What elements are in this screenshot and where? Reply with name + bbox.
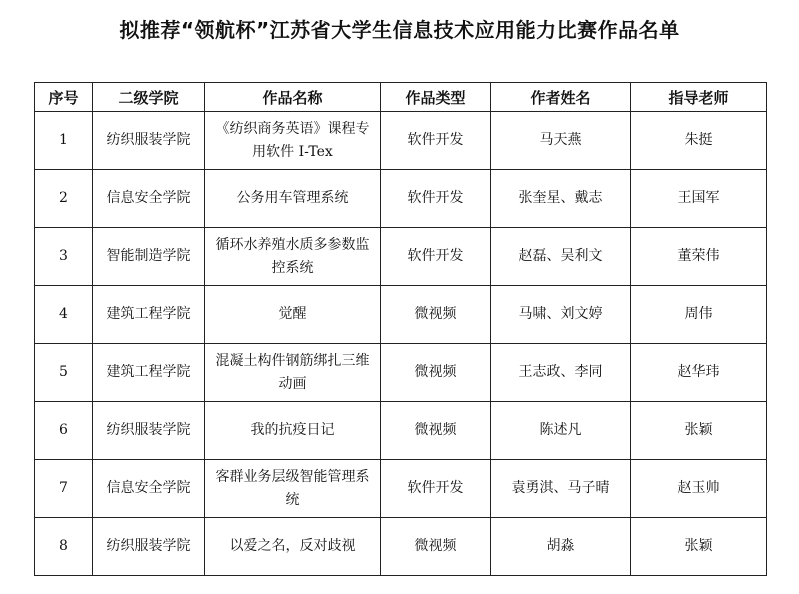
serial-number-cell: 8 [35, 518, 93, 576]
table-row [35, 518, 767, 576]
college-cell: 纺织服装学院 [93, 518, 205, 576]
table-row [35, 402, 767, 460]
authors-cell: 王志政、李同 [491, 344, 631, 402]
authors-cell: 胡淼 [491, 518, 631, 576]
header-work-type: 作品类型 [381, 83, 491, 112]
work-type-cell: 软件开发 [381, 170, 491, 228]
work-title-cell: 《纺织商务英语》课程专用软件 I-Tex [205, 112, 381, 170]
advisor-cell: 赵华玮 [631, 344, 767, 402]
authors-cell: 马啸、刘文婷 [491, 286, 631, 344]
serial-number-cell: 5 [35, 344, 93, 402]
serial-number-cell: 4 [35, 286, 93, 344]
work-title-cell: 公务用车管理系统 [205, 170, 381, 228]
serial-number-cell: 1 [35, 112, 93, 170]
advisor-cell: 周伟 [631, 286, 767, 344]
table-row [35, 460, 767, 518]
table-row [35, 344, 767, 402]
work-type-cell: 软件开发 [381, 228, 491, 286]
work-type-cell: 软件开发 [381, 112, 491, 170]
authors-cell: 张奎星、戴志 [491, 170, 631, 228]
header-college: 二级学院 [93, 83, 205, 112]
advisor-cell: 赵玉帅 [631, 460, 767, 518]
document-title: 拟推荐“领航杯”江苏省大学生信息技术应用能力比赛作品名单 [119, 18, 680, 42]
authors-cell: 袁勇淇、马子晴 [491, 460, 631, 518]
authors-cell: 马天燕 [491, 112, 631, 170]
work-type-cell: 微视频 [381, 286, 491, 344]
header-advisor: 指导老师 [631, 83, 767, 112]
advisor-cell: 朱挺 [631, 112, 767, 170]
advisor-cell: 王国军 [631, 170, 767, 228]
serial-number-cell: 6 [35, 402, 93, 460]
work-title-cell: 循环水养殖水质多参数监控系统 [205, 228, 381, 286]
header-serial-number: 序号 [35, 83, 93, 112]
college-cell: 智能制造学院 [93, 228, 205, 286]
header-row [35, 83, 767, 112]
college-cell: 建筑工程学院 [93, 286, 205, 344]
authors-cell: 赵磊、吴利文 [491, 228, 631, 286]
work-title-cell: 客群业务层级智能管理系统 [205, 460, 381, 518]
header-authors: 作者姓名 [491, 83, 631, 112]
recommendation-table [34, 82, 767, 576]
work-type-cell: 微视频 [381, 344, 491, 402]
college-cell: 信息安全学院 [93, 170, 205, 228]
table-row [35, 228, 767, 286]
work-title-cell: 以爱之名，反对歧视 [205, 518, 381, 576]
college-cell: 纺织服装学院 [93, 112, 205, 170]
advisor-cell: 张颖 [631, 402, 767, 460]
serial-number-cell: 7 [35, 460, 93, 518]
authors-cell: 陈述凡 [491, 402, 631, 460]
table-row [35, 170, 767, 228]
serial-number-cell: 3 [35, 228, 93, 286]
college-cell: 纺织服装学院 [93, 402, 205, 460]
work-title-cell: 觉醒 [205, 286, 381, 344]
work-title-cell: 混凝土构件钢筋绑扎三维动画 [205, 344, 381, 402]
serial-number-cell: 2 [35, 170, 93, 228]
table-row [35, 286, 767, 344]
advisor-cell: 董荣伟 [631, 228, 767, 286]
work-type-cell: 微视频 [381, 518, 491, 576]
work-type-cell: 微视频 [381, 402, 491, 460]
work-type-cell: 软件开发 [381, 460, 491, 518]
advisor-cell: 张颖 [631, 518, 767, 576]
college-cell: 建筑工程学院 [93, 344, 205, 402]
table-row [35, 112, 767, 170]
college-cell: 信息安全学院 [93, 460, 205, 518]
header-work-title: 作品名称 [205, 83, 381, 112]
work-title-cell: 我的抗疫日记 [205, 402, 381, 460]
